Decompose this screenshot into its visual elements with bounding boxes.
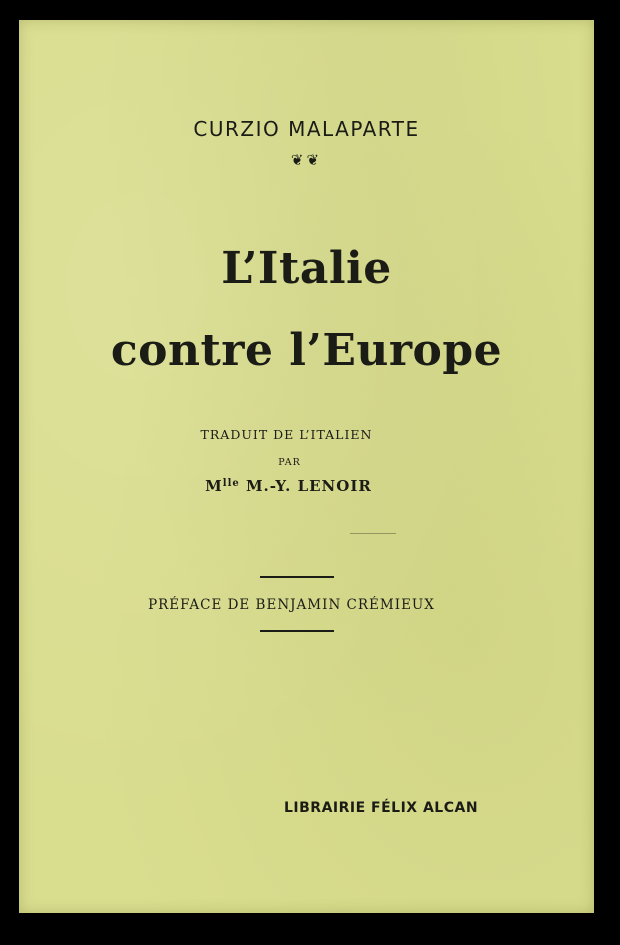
faint-dash [350,533,396,534]
translator-prefix: M [205,477,223,495]
rule-bottom [260,630,334,632]
publisher-name: LIBRAIRIE FÉLIX ALCAN [284,800,479,816]
translator-prefix-superscript: lle [222,478,240,489]
translator-name-text: M.-Y. LENOIR [239,477,372,495]
author-name: CURZIO MALAPARTE [193,117,420,141]
book-cover [19,20,594,913]
rule-top [260,576,334,578]
translator-name [1,477,576,495]
preface-credit: PRÉFACE DE BENJAMIN CRÉMIEUX [148,597,435,613]
by-label: PAR [278,457,301,468]
title-line-1: L’Italie [221,243,392,294]
translated-from: TRADUIT DE L’ITALIEN [200,427,373,442]
title-line-2: contre l’Europe [110,325,503,376]
ornament-icon: ❦❦ [290,151,323,169]
